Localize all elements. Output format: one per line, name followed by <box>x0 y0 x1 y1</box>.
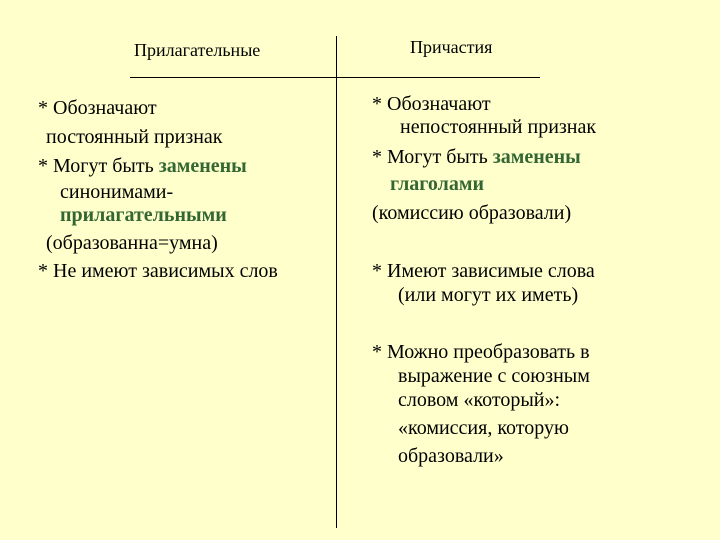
right-point-4-cont-2: словом «который»: <box>398 389 561 411</box>
right-point-2 <box>372 145 581 169</box>
right-point-4-cont-1: выражение с союзным <box>398 365 590 387</box>
right-point-1-cont: непостоянный признак <box>400 116 597 138</box>
left-point-2-example: (образованна=умна) <box>46 232 218 254</box>
left-point-2-cont-2: прилагательными <box>60 204 227 226</box>
right-point-4-cont-4: образовали» <box>398 445 504 467</box>
right-point-1: * Обозначают <box>372 93 491 115</box>
right-point-3: * Имеют зависимые слова <box>372 260 595 282</box>
left-header: Прилагательные <box>134 40 261 60</box>
column-divider <box>336 36 337 528</box>
right-point-2-highlight: заменены <box>492 146 581 168</box>
right-point-2-cont: глаголами <box>390 173 484 195</box>
left-point-1-cont: постоянный признак <box>46 126 223 148</box>
right-point-3-cont: (или могут их иметь) <box>398 284 579 306</box>
right-point-4: * Можно преобразовать в <box>372 341 590 363</box>
left-point-1: * Обозначают <box>38 97 157 119</box>
left-point-2 <box>38 154 247 178</box>
right-header: Причастия <box>410 37 493 57</box>
left-point-3: * Не имеют зависимых слов <box>38 260 278 282</box>
right-point-2-example: (комиссию образовали) <box>372 202 572 224</box>
right-point-4-cont-3: «комиссия, которую <box>398 417 569 439</box>
header-underline <box>130 77 540 78</box>
left-point-2-text: * Могут быть <box>38 155 159 177</box>
left-point-2-cont-1: синонимами- <box>60 181 174 203</box>
left-point-2-highlight: заменены <box>158 155 247 177</box>
right-point-2-text: * Могут быть <box>372 146 493 168</box>
